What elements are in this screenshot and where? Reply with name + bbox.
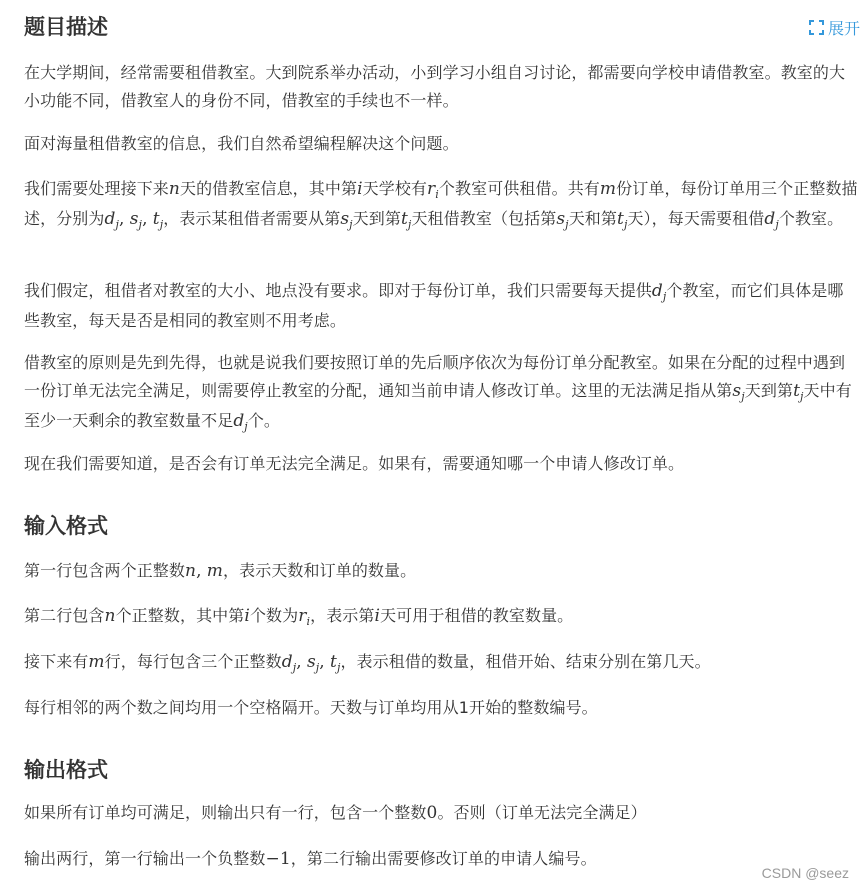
input-paragraph-2: 第二行包含n个正整数，其中第i个数为$r_i$，表示第i天可用于租借的教室数量。	[24, 606, 574, 628]
input-paragraph-1: 第一行包含两个正整数n, m，表示天数和订单的数量。	[24, 561, 417, 581]
section-title-description: 题目描述	[24, 15, 108, 39]
description-paragraph-3: 我们需要处理接下来n天的借教室信息，其中第i天学校有$r_i$个教室可供租借。共有m份订单，每份订单用三个正整数描述，分别为$d_j$, $s_j$, $t_j$，表示某租借者需要从第$s_j$天到第$t_j$天租借教室（包括第$s_j$天和第$t_j$天），每天需要租借$d_j$个教室。	[24, 179, 858, 231]
expand-button[interactable]	[809, 16, 860, 38]
expand-icon	[809, 20, 824, 35]
description-paragraph-4: 我们假定，租借者对教室的大小、地点没有要求。即对于每份订单，我们只需要每天提供$d_j$个教室，而它们具体是哪些教室，每天是否是相同的教室则不用考虑。	[24, 281, 844, 330]
description-paragraph-2: 面对海量租借教室的信息，我们自然希望编程解决这个问题。	[24, 134, 459, 153]
description-paragraph-1: 在大学期间，经常需要租借教室。大到院系举办活动，小到学习小组自习讨论，都需要向学校申请借教室。教室的大小功能不同，借教室人的身份不同，借教室的手续也不一样。	[24, 63, 846, 110]
description-paragraph-5: 借教室的原则是先到先得，也就是说我们要按照订单的先后顺序依次为每份订单分配教室。如果在分配的过程中遇到一份订单无法完全满足，则需要停止教室的分配，通知当前申请人修改订单。这里的无法满足指从第$s_j$天到第$t_j$天中有至少一天剩余的教室数量不足$d_j$个。	[24, 353, 852, 433]
watermark: CSDN @seez	[761, 865, 849, 881]
description-paragraph-6: 现在我们需要知道，是否会有订单无法完全满足。如果有，需要通知哪一个申请人修改订单。	[24, 454, 685, 473]
output-paragraph-1: 如果所有订单均可满足，则输出只有一行，包含一个整数0。否则（订单无法完全满足）	[24, 803, 647, 823]
input-paragraph-3: 接下来有m行，每行包含三个正整数$d_j$, $s_j$, $t_j$，表示租借的数量，租借开始、结束分别在第几天。	[24, 652, 711, 674]
input-paragraph-4: 每行相邻的两个数之间均用一个空格隔开。天数与订单均用从1开始的整数编号。	[24, 698, 598, 717]
section-title-output: 输出格式	[24, 758, 108, 782]
section-title-input: 输入格式	[24, 514, 108, 538]
output-paragraph-2: 输出两行，第一行输出一个负整数−1，第二行输出需要修改订单的申请人编号。	[24, 849, 597, 869]
expand-label: 展开	[827, 18, 860, 38]
